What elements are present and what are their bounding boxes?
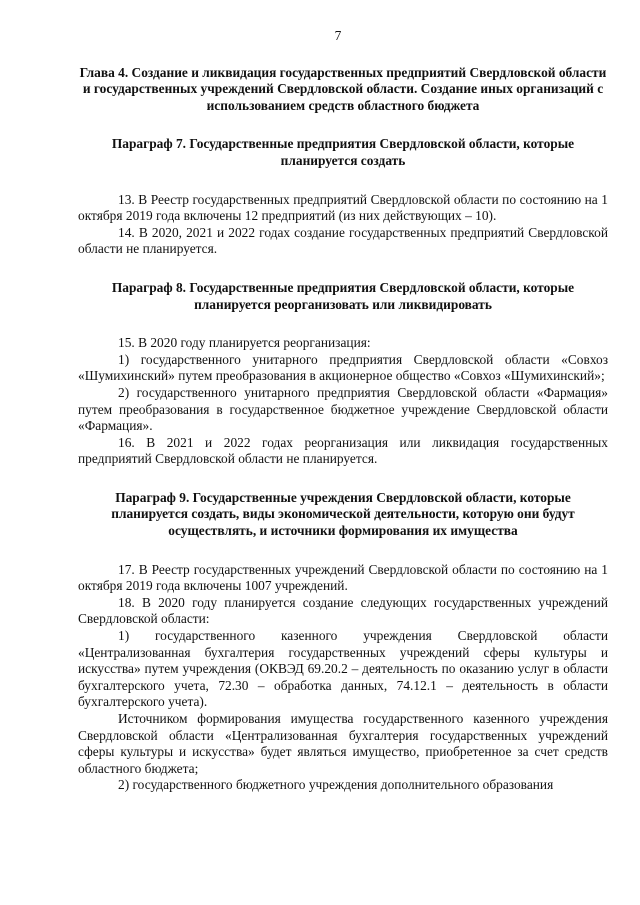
clause-15-item-1: 1) государственного унитарного предприятия Свердловской области «Совхоз «Шумихинский» путем преобразования в акционерное общество «Совхоз «Шумихинский»; (78, 351, 608, 384)
chapter-title: Глава 4. Создание и ликвидация государственных предприятий Свердловской области и государственных учреждений Свердловской области. Создание иных организаций с использованием средств областного бюджета (79, 64, 607, 113)
section-heading-paragraph-9: Параграф 9. Государственные учреждения Свердловской области, которые планируется создать, виды экономической деятельности, которую они будут осуществлять, и источники формирования их имущества (111, 489, 575, 539)
page-number: 7 (334, 28, 342, 43)
clause-14: 14. В 2020, 2021 и 2022 годах создание государственных предприятий Свердловской области не планируется. (78, 224, 608, 257)
clause-18: 18. В 2020 году планируется создание следующих государственных учреждений Свердловской области: (78, 594, 608, 627)
section-heading-paragraph-7: Параграф 7. Государственные предприятия Свердловской области, которые планируется создать (111, 136, 575, 168)
section-heading-paragraph-8: Параграф 8. Государственные предприятия Свердловской области, которые планируется реорганизовать или ликвидировать (111, 279, 575, 312)
clause-17: 17. В Реестр государственных учреждений Свердловской области по состоянию на 1 октября 2019 года включены 1007 учреждений. (78, 561, 608, 594)
clause-18-funding-source: Источником формирования имущества государственного казенного учреждения Свердловской области «Централизованная бухгалтерия государственных учреждений сферы культуры и искусства» будет являться имущество, приобретенное за счет средств областного бюджета; (78, 711, 608, 776)
clause-16: 16. В 2021 и 2022 годах реорганизация или ликвидация государственных предприятий Свердловской области не планируется. (78, 434, 608, 467)
clause-13: 13. В Реестр государственных предприятий Свердловской области по состоянию на 1 октября 2019 года включены 12 предприятий (из них действующих – 10). (78, 191, 608, 224)
clause-15-item-2: 2) государственного унитарного предприятия Свердловской области «Фармация» путем преобразования в государственное бюджетное учреждение Свердловской области «Фармация». (78, 384, 608, 434)
clause-18-item-1: 1) государственного казенного учреждения Свердловской области «Централизованная бухгалтерия государственных учреждений сферы культуры и искусства» путем учреждения (ОКВЭД 69.20.2 – деятельность по оказанию услуг в области бухгалтерского учета, 72.30 – обработка данных, 74.12.1 – деятельность в области бухгалтерского учета). (78, 628, 608, 710)
clause-15: 15. В 2020 году планируется реорганизация: (118, 335, 371, 351)
clause-18-item-2: 2) государственного бюджетного учреждения дополнительного образования (118, 777, 554, 793)
